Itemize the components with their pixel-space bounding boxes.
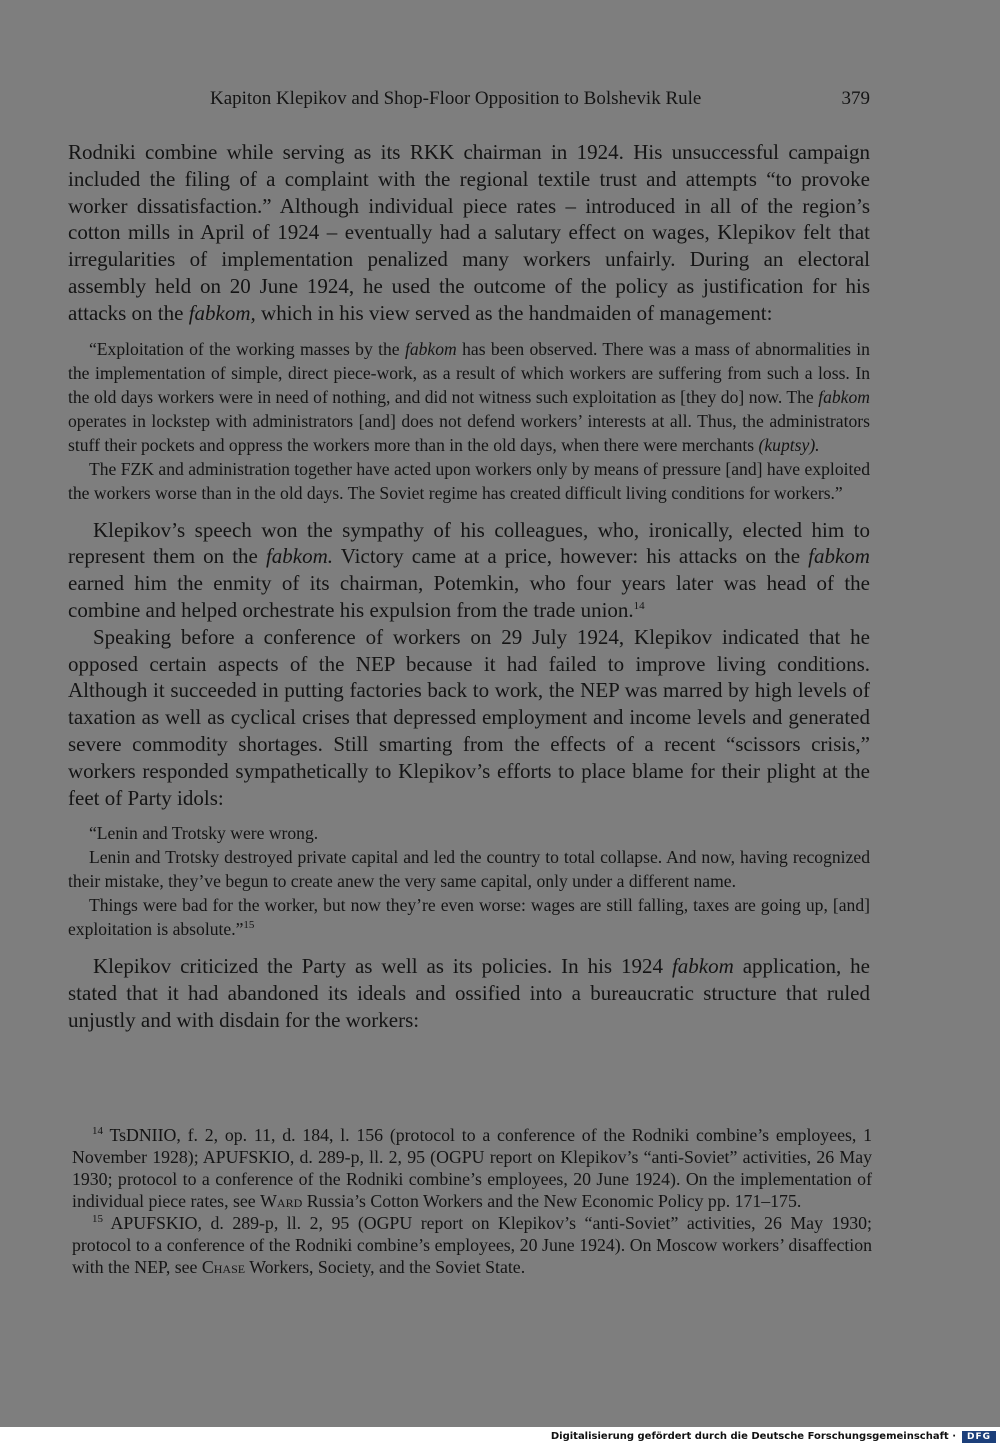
text-run: “Exploitation of the working masses by the <box>89 338 405 359</box>
footnote-14 <box>72 1124 872 1212</box>
funding-credit: Digitalisierung gefördert durch die Deutsche Forschungsgemeinschaft · <box>550 1431 956 1442</box>
text-run: APUFSKIO, d. 289-p, ll. 2, 95 (OGPU report on Klepikov’s “anti-Soviet” activities, 26 May 1930; protocol to a conference of the Rodniki combine’s employees, 20 June 1924). On Moscow workers’ disaffection with the NEP, see <box>72 1213 872 1277</box>
footnote-number: 15 <box>92 1213 103 1226</box>
author-name: Ward <box>260 1191 303 1211</box>
italic-term: fabkom <box>818 386 870 407</box>
text-run: Victory came at a price, however: his attacks on the <box>333 544 809 569</box>
text-run: Workers, Society, and the Soviet State. <box>245 1257 526 1277</box>
author-name: Chase <box>201 1257 246 1277</box>
text-run: TsDNIIO, f. 2, op. 11, d. 184, l. 156 (protocol to a conference of the Rodniki combine’s employees, 1 November 1928); APUFSKIO, d. 289-p, ll. 2, 95 (OGPU report on Klepikov’s “anti-Soviet” activities, 26 May 1930; protocol to a conference of the Rodniki combine’s employees, 20 June 1924). On the implementation of individual piece rates, see <box>72 1125 872 1211</box>
text-run: earned him the enmity of its chairman, Potemkin, who four years later was head of the combine and helped orchestrate his expulsion from the trade union. <box>68 571 870 622</box>
footnote-number: 14 <box>92 1125 103 1138</box>
paragraph-4 <box>68 953 870 1033</box>
paragraph-2 <box>68 517 870 624</box>
text-run: Russia’s Cotton Workers and the New Economic Policy pp. 171–175. <box>302 1191 802 1211</box>
main-text <box>68 139 870 1034</box>
text-run: Klepikov’s speech won the sympathy of his colleagues, who, ironically, elected him to represent them on the <box>68 517 870 569</box>
italic-term: fabkom <box>671 954 734 979</box>
italic-term: fabkom. <box>265 544 334 569</box>
paragraph-1 <box>68 139 870 327</box>
running-header <box>68 86 870 114</box>
text-run: operates in lockstep with administrators [and] does not defend workers’ interests at all. Thus, the administrators stuff their pockets and oppress the workers more than in the old days, when there were merchants <box>68 410 870 455</box>
footnote-ref-14[interactable]: 14 <box>633 599 645 612</box>
italic-term: fabkom <box>808 544 870 569</box>
text-run: application, he stated that it had abandoned its ideals and ossified into a bureaucratic structure that ruled unjustly and with disdain for the workers: <box>68 954 870 1032</box>
text-run: Things were bad for the worker, but now they’re even worse: wages are still falling, taxes are going up, [and] exploitation is absolute.” <box>68 895 870 940</box>
block-quote-2-line-3 <box>68 893 870 941</box>
block-quote-2-line-2: Lenin and Trotsky destroyed private capital and led the country to total collapse. And now, having recognized their mistake, they’ve begun to create anew the very same capital, only under a different name. <box>68 847 870 892</box>
block-quote-2-line-1: “Lenin and Trotsky were wrong. <box>89 823 319 844</box>
text-run: Klepikov criticized the Party as well as its policies. In his 1924 <box>93 954 672 979</box>
footnotes <box>72 1124 872 1278</box>
block-quote-1 <box>68 337 870 457</box>
dfg-logo: DFG <box>962 1431 996 1443</box>
footnote-15 <box>72 1212 872 1278</box>
text-run: has been observed. There was a mass of abnormalities in the implementation of simple, direct piece-work, as a result of which workers are suffering from such a loss. In the old days workers were in need of nothing, and did not witness such exploitation as [they do] now. The <box>68 338 870 407</box>
italic-term: (kuptsy). <box>758 434 820 455</box>
text-run: which in his view served as the handmaiden of management: <box>255 300 773 325</box>
italic-term: fabkom <box>404 338 457 359</box>
italic-term: fabkom, <box>188 300 256 325</box>
paragraph-3: Speaking before a conference of workers on 29 July 1924, Klepikov indicated that he opposed certain aspects of the NEP because it had failed to improve living conditions. Although it succeeded in putting factories back to work, the NEP was marred by high levels of taxation as well as cyclical crises that depressed employment and income levels and generated severe commodity shortages. Still smarting from the effects of a recent “scissors crisis,” workers responded sympathetically to Klepikov’s efforts to place blame for their plight at the feet of Party idols: <box>68 624 870 810</box>
footnote-ref-15[interactable]: 15 <box>243 919 255 932</box>
text-run: Rodniki combine while serving as its RKK chairman in 1924. His unsuccessful campaign included the filing of a complaint with the regional textile trust and attempts “to provoke worker dissatisfaction.” Although individual piece rates – introduced in all of the region’s cotton mills in April of 1924 – eventually had a salutary effect on wages, Klepikov felt that irregularities of implementation penalized many workers unfairly. During an electoral assembly held on 20 June 1924, he used the outcome of the policy as justification for his attacks on the <box>68 140 870 325</box>
digitization-footer <box>0 1427 1000 1446</box>
running-title: Kapiton Klepikov and Shop-Floor Opposition to Bolshevik Rule <box>210 88 702 109</box>
page-number: 379 <box>841 88 870 109</box>
block-quote-1-part-2: The FZK and administration together have acted upon workers only by means of pressure [and] have exploited the workers worse than in the old days. The Soviet regime has created difficult living conditions for workers.” <box>68 458 870 503</box>
